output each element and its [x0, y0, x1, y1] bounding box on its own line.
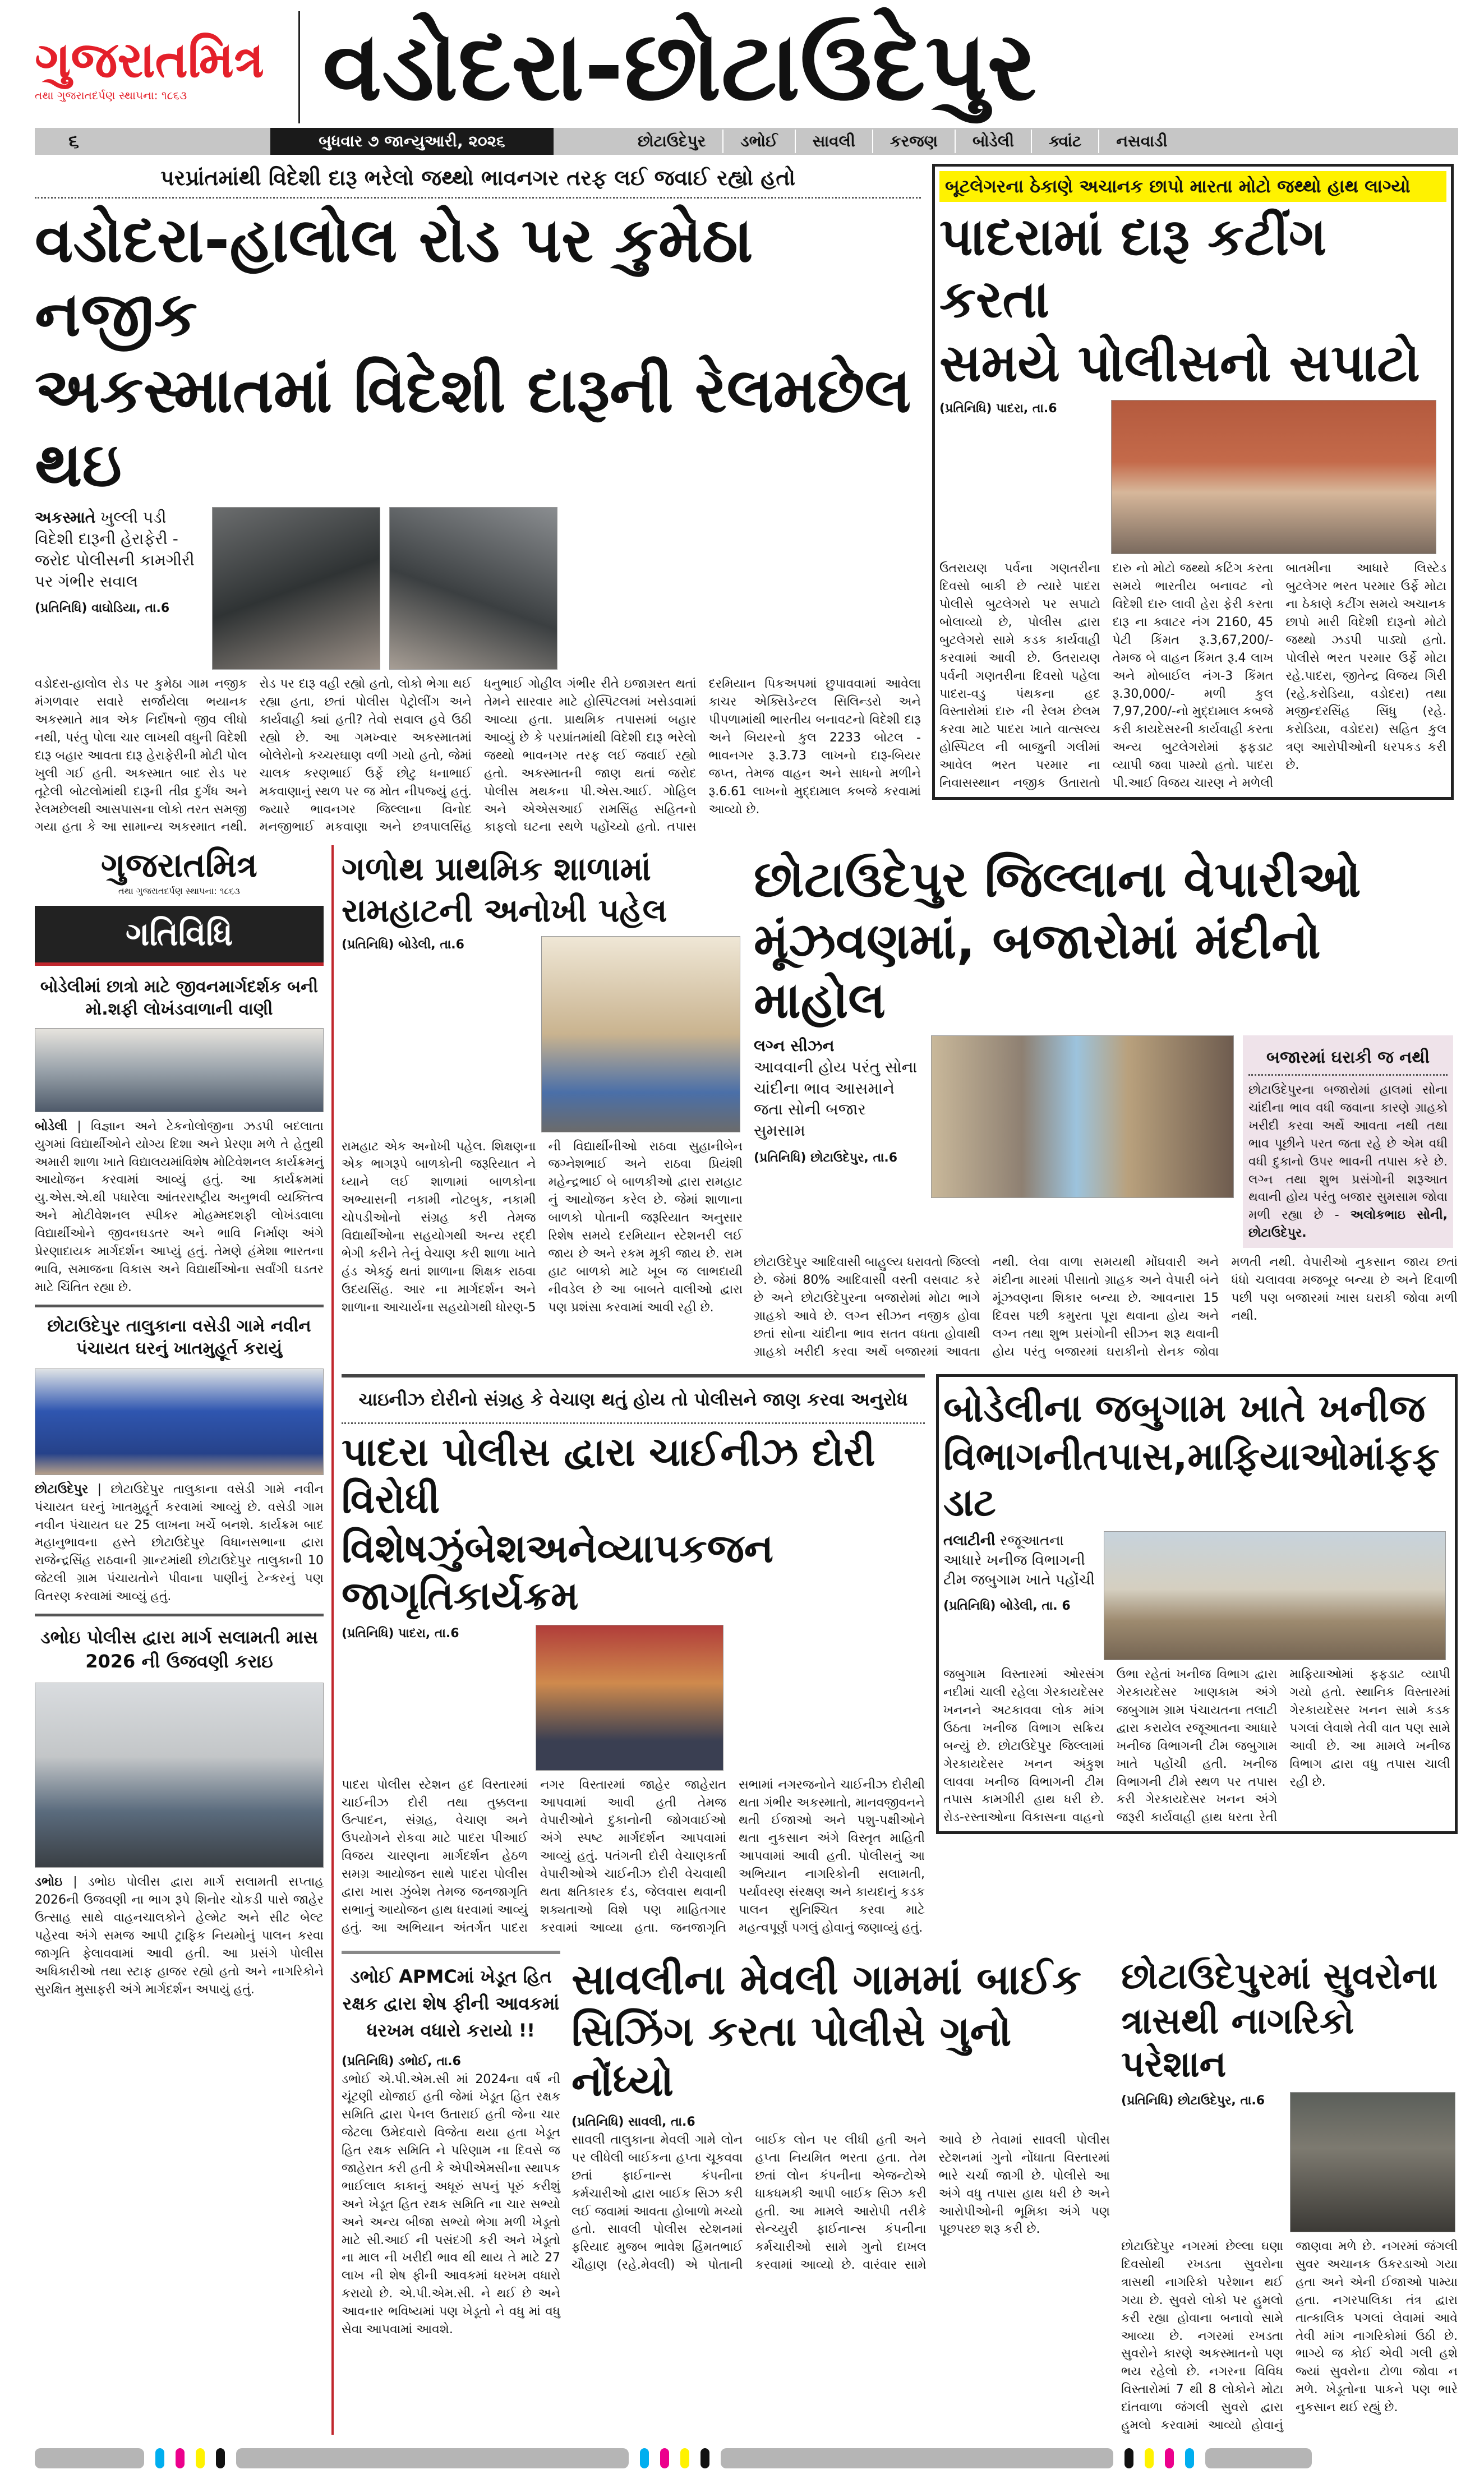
- article-body: પાદરા પોલીસ સ્ટેશન હદ વિસ્તારમાં ચાઈનીઝ દોરી તથા તુક્કલના ઉત્પાદન, સંગ્રહ, વેચાણ અને ઉપયોગને રોકવા માટે પાદરા પીઆઈ વિજય ચારણના માર્ગદર્શન હેઠળ સમગ્ર આયોજન સાથે પાદરા પોલીસ દ્વારા ખાસ ઝુંબેશ તેમજ જનજાગૃતિ સભાનું આયોજન હાથ ધરવામાં આવ્યું હતું. આ અભિયાન અંતર્ગત પાદરા નગર વિસ્તારમાં જાહેર જાહેરાત આપવામાં આવી હતી તેમજ વેપારીઓને દુકાનોની જોગવાઈઓ અંગે સ્પષ્ટ માર્ગદર્શન આપવામાં આવ્યું હતું. પતંગની દોરી વેચાણકર્તા વેપારીઓએ ચાઈનીઝ દોરી વેચવાથી થતા ક્ષતિકારક દંડ, જેલવાસ થવાની શક્યતાઓ વિશે પણ માહિતગાર કરવામાં આવ્યા હતા. જનજાગૃતિ સભામાં નગરજનોને ચાઈનીઝ દોરીથી થતા ગંભીર અકસ્માતો, માનવજીવનને થતી ઈજાઓ અને પશુ-પક્ષીઓને થતા નુકસાન અંગે વિસ્તૃત માહિતી આપવામાં આવી હતી. પોલીસનું આ અભિયાન નાગરિકોની સલામતી, પર્યાવરણ સંરક્ષણ અને કાયદાનું કડક પાલન સુનિશ્ચિત કરવા માટે મહત્વપૂર્ણ પગલું હોવાનું જણાવ્યું હતું.: [342, 1777, 925, 1935]
- article-dateline: (પ્રતિનિધિ) બોડેલી, તા.6: [342, 937, 464, 952]
- black-registration-mark: [700, 2448, 709, 2468]
- article-headline: વડોદરા-હાલોલ રોડ પર કુમેઠા નજીક અકસ્માતમાં વિદેશી દારૂની રેલમછેલ થઇ: [35, 204, 911, 501]
- article-headline: સાવલીના મેવલી ગામમાં બાઈક સિઝિંગ કરતા પોલીસે ગુનો નોંધ્યો: [572, 1955, 1081, 2106]
- article-subhead: તલાટીની રજૂઆતના આધારે ખનીજ વિભાગની ટીમ જબુગામ ખાતે પહોંચી: [943, 1532, 1095, 1589]
- article-subhead: અકસ્માતે ખુલ્લી પડી વિદેશી દારૂની હેરાફેરી - જરોદ પોલીસની કામગીરી પર ગંભીર સવાલ: [35, 508, 195, 591]
- article-body: સાવલી તાલુકાના મેવલી ગામે લોન પર લીધેલી બાઈકના હપ્તા ચૂકવવા છતાં ફાઈનાન્સ કંપનીના કર્મચારીઓ દ્વારા બાઈક સિઝ કરી લઈ જવામાં આવતા હોબાળો મચ્યો હતો. સાવલી પોલીસ સ્ટેશનમાં ફરિયાદ મુજબ ભાવેશ હિંમતભાઈ ચૌહાણ (રહે.મેવલી) એ પોતાની બાઈક લોન પર લીધી હતી અને હપ્તા નિયમિત ભરતા હતા. તેમ છતાં લોન કંપનીના એજન્ટોએ ધાકધમકી આપી બાઈક સિઝ કરી હતી. આ મામલે આરોપી તરીકે સેન્ચ્યુરી ફાઈનાન્સ કંપનીના કર્મચારીઓ સામે ગુનો દાખલ કરવામાં આવ્યો છે. વારંવાર સામે આવે છે તેવામાં સાવલી પોલીસ સ્ટેશનમાં ગુનો નોંધાતા વિસ્તારમાં ભારે ચર્ચા જાગી છે. પોલીસે આ અંગે વધુ તપાસ હાથ ધરી છે અને આરોપીઓની ભૂમિકા અંગે પણ પૂછપરછ શરૂ કરી છે.: [572, 2132, 1110, 2273]
- article-body: રામહાટ એક અનોખી પહેલ. શિક્ષણના એક ભાગરૂપે બાળકોની જરૂરિયાત ને ધ્યાને લઈ શાળામાં બાળકોના અભ્યાસની નકામી નોટબુક, નકામી ચોપડીઓનો સંગ્રહ કરી તેમજ વિદ્યાર્થીઓના સહયોગથી અન્ય રદ્દી ભેગી કરીને તેનું વેચાણ કરી શાળા ખાતે હંડ એકઠું થતાં શાળાના શિક્ષક રાઠવા ઉદયસિંહ. આર ના માર્ગદર્શન અને શાળાના આચાર્યના સહયોગથી ધોરણ-5 ની વિદ્યાર્થીનીઓ રાઠવા સુહાનીબેન જગ્નેશભાઈ અને રાઠવા પ્રિયંશી મહેન્દ્રભાઈ બે બાળકીઓ દ્વારા રામહાટ નું આયોજન કરેલ છે. જેમાં શાળાના બાળકો પોતાની જરૂરિયાત અનુસાર રિશેષ સમયે દરમિયાન સ્ટેશનરી લઈ જાય છે અને રકમ મૂકી જાય છે. રામ હાટ બાળકો માટે ખૂબ જ લાભદાયી નીવડેલ છે આ બાબતે વાલીઓ દ્વારા પણ પ્રશંસા કરવામાં આવી રહી છે.: [342, 1139, 743, 1315]
- yellow-registration-mark: [680, 2448, 689, 2468]
- mining-site-photo: [1104, 1531, 1446, 1660]
- article-headline: ગળોથ પ્રાથમિક શાળામાં રામહાટની અનોખી પહેલ: [342, 850, 667, 929]
- sidebar-photo-dabhoi: [35, 1683, 324, 1868]
- issue-date: બુધવાર ૭ જાન્યુઆરી, ૨૦૨૬: [270, 128, 554, 155]
- article-jabugam-mining: [936, 1374, 1458, 1834]
- sidebar-body: ડભોઇ | ડભોઇ પોલીસ દ્વારા માર્ગ સલામતી સપ્તાહ 2026ની ઉજવણી ના ભાગ રૂપે શિનોર ચોકડી પાસે જાહેર ઉત્સાહ સાથે વાહનચાલકોને હેલ્મેટ અને સીટ બેલ્ટ પહેરવા અંગે સમજ આપી ટ્રાફિક નિયમોનું પાલન કરવા જાગૃતિ ફેલાવવામાં આવી હતી. આ પ્રસંગે પોલીસ અધિકારીઓ તથા સ્ટાફ હાજર રહ્યો હતો અને નાગરિકોને સુરક્ષિત મુસાફરી અંગે માર્ગદર્શન અપાયું હતું.: [35, 1875, 324, 1997]
- section-nasvadi[interactable]: નસવાડી: [1116, 132, 1168, 150]
- article-body: ડભોઈ એ.પી.એમ.સી માં 2024ના વર્ષ ની ચૂંટણી યોજાઈ હતી જેમાં ખેડૂત હિત રક્ષક સમિતિ દ્વારા પેનલ ઉતારાઈ હતી જેના ચાર જેટલા ઉમેદવારો વિજેતા થયા હતા ખેડૂત હિત રક્ષક સમિતિ ને પરિણામ ના દિવસે જ જાહેરાત કરી હતી કે એપીએમસીના સ્થાપક ભાઈલાલ કાકાનું અધૂરું સપનું પૂરું કરીશું અને ખેડૂત હિત રક્ષક સમિતિ ના ચાર સભ્યો અને અન્ય બીજા સભ્યો ભેગા મળી ખેડૂતો માટે સી.આઈ ની પસંદગી કરી અને ખેડૂતો ના માલ ની ખરીદી ભાવ થી થાય તે માટે 27 લાખ ની શેષ ફીની આવકમાં ધરખમ વધારો કરાયો છે. એ.પી.એમ.સી. ને થઈ છે અને આવનાર ભવિષ્યમાં પણ ખેડૂતો ને વધુ માં વધુ સેવા આપવામાં આવશે.: [342, 2072, 560, 2337]
- yellow-registration-mark: [196, 2448, 205, 2468]
- article-kicker: પરપ્રાંતમાંથી વિદેશી દારૂ ભરેલો જથ્થો ભાવનગર તરફ લઈ જવાઈ રહ્યો હતો: [35, 164, 921, 199]
- print-footer: [35, 2448, 1458, 2468]
- market-sidebar-box: બજારમાં ઘરાકી જ નથી છોટાઉદેપુરના બજારોમાં હાલમાં સોના ચાંદીના ભાવ વધી જવાના કારણે ગ્રાહકો ખરીદી કરવા અર્થે આવતા નથી તથા ભાવ પૂછીને પરત જતા રહે છે એમ વધી વધી દુકાનો ઉપર ભાવની તપાસ કરે છે. લગ્ન તથા શુભ પ્રસંગોની શરૂઆત થવાની હોય પરંતુ બજાર સુમસામ જોવા મળી રહ્યા છે - અલોકભાઇ સોની, છોટાઉદેપુર.: [1243, 1035, 1453, 1248]
- sidebar-headline: બોડેલીમાં છાત્રો માટે જીવનમાર્ગદર્શક બની મો.શફી લોખંડવાળાની વાણી: [40, 976, 319, 1020]
- market-street-photo: [931, 1035, 1234, 1198]
- article-chinese-string: [342, 1374, 925, 1937]
- article-body: જબુગામ વિસ્તારમાં ઓરસંગ નદીમાં ચાલી રહેલા ગેરકાયદેસર ખનનને અટકાવવા લોક માંગ ઉઠતા ખનીજ વિભાગ સક્રિય બન્યું છે. છોટાઉદેપુર જિલ્લામાં ગેરકાયદેસર ખનન અંકુશ લાવવા ખનીજ વિભાગની ટીમ તપાસ કામગીરી હાથ ધરી છે. રોડ-રસ્તાઓના વિકાસના વાહનો ઉભા રહેતાં ખનીજ વિભાગ દ્વારા ગેરકાયદેસર ખાણકામ અંગે જબુગામ ગ્રામ પંચાયતના તલાટી દ્વારા કરાયેલ રજૂઆતના આધારે ખનીજ વિભાગની ટીમ જબુગામ ખાતે પહોંચી હતી. ખનીજ વિભાગની ટીમે સ્થળ પર તપાસ કરી ગેરકાયદેસર ખનન અંગે જરૂરી કાર્યવાહી હાથ ધરતા રેતી માફિયાઓમાં ફફડાટ વ્યાપી ગયો હતો. સ્થાનિક વિસ્તારમાં ગેરકાયદેસર ખનન સામે કડક પગલાં લેવાશે તેવી વાત પણ સામે આવી છે. આ મામલે ખનીજ વિભાગ દ્વારા વધુ તપાસ ચાલી રહી છે.: [943, 1667, 1450, 1825]
- section-bodeli[interactable]: બોડેલી: [956, 130, 1032, 153]
- article-body: છોટાઉદેપુર નગરમાં છેલ્લા ઘણા દિવસોથી રખડતા સુવરોના ત્રાસથી નાગરિકો પરેશાન થઈ ગયા છે. સુવરો લોકો પર હુમલો કરી રહ્યા હોવાના બનાવો સામે આવ્યા છે. નગરમાં રખડતા સુવરોને કારણે અકસ્માતનો પણ ભય રહેલો છે. નગરના વિવિધ વિસ્તારોમાં 7 થી 8 લોકોને મોટા દાંતવાળા જંગલી સુવરો દ્વારા હુમલો કરવામાં આવ્યો હોવાનું જાણવા મળે છે. નગરમાં જંગલી સુવર અચાનક ઉકરડાઓ ગયા હતા અને એની ઈજાઓ પામ્યા હતા. નગરપાલિકા તંત્ર દ્વારા તાત્કાલિક પગલાં લેવામાં આવે તેવી માંગ નાગરિકોમાં ઉઠી છે. ભાગ્યે જ કોઈ એવી ગલી હશે જ્યાં સુવરોના ટોળા જોવા ન મળે. ખેડૂતોના પાકને પણ ભારે નુકસાન થઈ રહ્યું છે.: [1121, 2240, 1458, 2432]
- article-body: ઉતરાયણ પર્વના ગણતરીના દિવસો બાકી છે ત્યારે પાદરા પોલીસે બુટલેગરો પર સપાટો બોલાવ્યો છે, પોલીસ દ્વારા બુટલેગરો સામે કડક કાર્યવાહી કરવામાં આવી છે. ઉતરાયણ પર્વની ગણતરીના દિવસો પહેલા પાદરા-વડુ પંથકના હદ વિસ્તારોમાં દારુ ની રેલમ છેલમ કરવા માટે પાદરા ખાતે વાત્સલ્ય હોસ્પિટલ ની બાજુની ગલીમાં આવેલ ભરત પરમાર ના નિવાસસ્થાન નજીક ઉતારાતો દારુ નો મોટો જથ્થો કટિંગ કરતા સમયે ભારતીય બનાવટ નો વિદેશી દારુ લાવી હેરા ફેરી કરતા દારૂ ના ક્વાટર નંગ 2160, 45 પેટી કિંમત રૂ.3,67,200/- તેમજ બે વાહન કિંમત રૂ.4 લાખ અને મોબાઈલ નંગ-3 કિંમત રૂ.30,000/- મળી કુલ 7,97,200/-નો મુદ્દામાલ કબજે કરી કાયદેસરની કાર્યવાહી કરતા અન્ય બુટલેગરોમાં ફફડાટ વ્યાપી જવા પામ્યો હતો. પાદરા પી.આઈ વિજય ચારણ ને મળેલી બાતમીના આધારે લિસ્ટેડ બુટલેગર ભરત પરમાર ઉર્ફે મોટા ના ઠેકાણે કટીંગ સમયે અચાનક છાપો મારી વિદેશી દારૂનો મોટો જથ્થો ઝડપી પાડ્યો હતો. પોલીસે ભરત પરમાર ઉર્ફે મોટા રહે.પાદરા, જીતેન્દ્ર વિજય ગિરી (રહે.કરોડિયા, વડોદરા) તથા મજીન્દરસિંહ સિંધુ (રહે. કરોડિયા, વડોદરા) સહિત કુલ ત્રણ આરોપીઓની ધરપકડ કરી છે.: [939, 561, 1446, 791]
- section-chhotaudepur[interactable]: છોટાઉદેપુર: [621, 130, 723, 153]
- lower-area: [35, 845, 1458, 2435]
- section-dabhoi[interactable]: ડભોઈ: [723, 130, 795, 153]
- article-dateline: (પ્રતિનિધિ) વાઘોડિયા, તા.6: [35, 601, 170, 616]
- sidebar-logo: ગુજરાતમિત્ર તથા ગુજરાતદર્પણ સ્થાપના: ૧૮૬૩: [101, 846, 257, 897]
- article-chhotaudepur-pigs: [1121, 1951, 1458, 2435]
- article-subhead: લગ્ન સીઝન આવવાની હોય પરંતુ સોના ચાંદીના ભાવ આસમાને જતા સોની બજાર સુમસામ: [754, 1036, 918, 1140]
- article-headline: પાદરામાં દારૂ કટીંગ કરતા સમયે પોલીસનો સપાટો: [939, 207, 1420, 393]
- magenta-registration-mark: [1165, 2448, 1174, 2468]
- black-registration-mark: [216, 2448, 225, 2468]
- article-padra-liquor: [932, 164, 1454, 800]
- article-dateline: (પ્રતિનિધિ) બોડેલી, તા. 6: [943, 1598, 1071, 1613]
- section-karjan[interactable]: કરજણ: [873, 130, 956, 153]
- article-dateline: (પ્રતિનિધિ) ડભોઈ, તા.6: [342, 2054, 461, 2068]
- section-nav-bar: [35, 128, 1458, 155]
- article-dateline: (પ્રતિનિધિ) પાદરા, તા.6: [342, 1626, 459, 1641]
- cyan-registration-mark: [155, 2448, 164, 2468]
- article-dateline: (પ્રતિનિધિ) પાદરા, તા.6: [939, 402, 1057, 416]
- black-registration-mark: [1124, 2448, 1133, 2468]
- article-halol-accident: [35, 164, 921, 836]
- magenta-registration-mark: [176, 2448, 185, 2468]
- section-list: [621, 130, 1185, 153]
- sidebar-title: ગતિવિધિ: [35, 906, 324, 966]
- article-savli-bike: [572, 1951, 1110, 2274]
- newspaper-logo: ગુજરાતમિત્ર તથા ગુજરાતદર્પણ સ્થાપના: ૧૮૬૩: [35, 30, 265, 103]
- section-savli[interactable]: સાવલી: [796, 130, 873, 153]
- article-body: છોટાઉદેપુર આદિવાસી બાહુલ્ય ધરાવતો જિલ્લો છે. જેમાં 80% આદિવાસી વસ્તી વસવાટ કરે છે અને છોટાઉદેપુરના બજારોમાં મોટા ભાગે ગ્રાહકો આવે છે. લગ્ન સીઝન નજીક હોવા છતાં સોના ચાંદીના ભાવ સતત વધતા હોવાથી ગ્રાહકો ખરીદી કરવા અર્થે બજારમાં આવતા નથી. લેવા વાળા સમયથી મોંઘવારી અને મંદીના મારમાં પીસાતો ગ્રાહક અને વેપારી બંને મૂંઝવણના શિકાર બન્યા છે. આવનારા 15 દિવસ પછી કમુરતા પૂરા થવાના હોય અને લગ્ન તથા શુભ પ્રસંગોની સીઝન શરૂ થવાની હોય પરંતુ બજારમાં ઘરાકીનો રોનક જોવા મળતી નથી. વેપારીઓ નુકસાન જાય છતાં ધંધો ચલાવવા મજબૂર બન્યા છે અને દિવાળી પછી પણ બજારમાં ખાસ ઘરાકી જોવા મળી નથી.: [754, 1255, 1458, 1359]
- article-body: વડોદરા-હાલોલ રોડ પર કુમેઠા ગામ નજીક મંગળવાર સવારે સર્જાયેલા ભયાનક અકસ્માતે માત્ર એક નિર્દોષનો જીવ લીધો નથી, પરંતુ પોલા ચાર લાખથી વધુની વિદેશી દારૂ બહાર આવતા દારૂ હેરાફેરીની મોટી પોલ ખુલી ગઈ હતી. અકસ્માત બાદ રોડ પર તૂટેલી બોટલોમાંથી દારૂની તીવ્ર દુર્ગંધ અને રેલમછેલથી આસપાસના લોકો તરત સમજી ગયા હતા કે આ સામાન્ય અકસ્માત નથી. રોડ પર દારૂ વહી રહ્યો હતો, લોકો ભેગા થઈ રહ્યા હતા, છતાં પોલીસ પેટ્રોલીંગ અને કાર્યવાહી ક્યાં હતી? તેવો સવાલ હવે ઉઠી રહ્યો છે. આ ગમખ્વાર અકસ્માતમાં બોલેરોનો કચ્ચરઘાણ વળી ગયો હતો, જેમાં ચાલક કરણભાઈ ઉર્ફે છોટુ ધનાભાઈ મકવાણાનું સ્થળ પર જ મોત નીપજ્યું હતું. જ્યારે ભાવનગર જિલ્લાના વિનોદ મનજીભાઈ મકવાણા અને છત્રપાલસિંહ ધનુભાઈ ગોહીલ ગંભીર રીતે ઇજાગ્રસ્ત થતાં તેમને સારવાર માટે હોસ્પિટલમાં ખસેડવામાં આવ્યા હતા. પ્રાથમિક તપાસમાં બહાર આવ્યું છે કે પરપ્રાંતમાંથી વિદેશી દારૂ ભરેલો જથ્થો ભાવનગર તરફ લઈ જવાઈ રહ્યો હતો. અકસ્માતની જાણ થતાં જરોદ પોલીસ મથકના પી.એસ.આઈ. ગોહિલ અને એએસઆઈ રામસિંહ સહિતનો કાફલો ઘટના સ્થળે પહોંચ્યો હતો. તપાસ દરમિયાન પિકઅપમાં છુપાવવામાં આવેલા કાચર એક્સિડેન્ટલ સિલિન્ડરો અને પીપળામાંથી ભારતીય બનાવટનો વિદેશી દારૂ અને બિયરનો કુલ 2233 બોટલ - ભાવનગર રૂ.3.73 લાખનો દારૂ-બિયર જપ્ત, તેમજ વાહન અને સાધનો મળીને રૂ.6.61 લાખનો મુદ્દામાલ કબજે કરવામાં આવ્યો છે.: [35, 677, 921, 835]
- article-headline: છોટાઉદેપુર જિલ્લાના વેપારીઓ મૂંઝવણમાં, બજારોમાં મંદીનો માહોલ: [754, 850, 1361, 1029]
- article-dateline: (પ્રતિનિધિ) સાવલી, તા.6: [572, 2115, 695, 2130]
- article-dabhoi-apmc: [342, 1951, 560, 2339]
- article-dateline: (પ્રતિનિધિ) છોટાઉદેપુર, તા.6: [754, 1151, 898, 1165]
- print-bar: [35, 2448, 144, 2468]
- sidebar-headline: ડભોઇ પોલીસ દ્વારા માર્ગ સલામતી માસ 2026 ની ઉજવણી કરાઇ: [40, 1626, 318, 1673]
- pigs-photo: [1290, 2092, 1455, 2232]
- article-kicker: બૂટલેગરના ઠેકાણે અચાનક છાપો મારતા મોટો જથ્થો હાથ લાગ્યો: [939, 171, 1446, 202]
- school-ramhat-photo: [541, 936, 740, 1132]
- sidebar-body: બોડેલી | વિજ્ઞાન અને ટેકનોલોજીના ઝડપી બદલાતા યુગમાં વિદ્યાર્થીઓને યોગ્ય દિશા અને પ્રેરણા મળે તે હેતુથી અમારી શાળા ખાતે વિદ્યાલયમાંવિશેષ મોટિવેશનલ કાર્યક્રમનું આયોજન કરવામાં આવ્યું હતું. આ કાર્યક્રમમાં યુ.એસ.એ.થી પધારેલા આંતરરાષ્ટ્રીય અનુભવી વ્યક્તિત્વ અને મોટીવેશનલ સ્પીકર મોહમ્મદશફી લોખંડવાલા વિદ્યાર્થીઓને જીવનઘડતર અને ભાવિ નિર્માણ અંગે પ્રેરણાદાયક માર્ગદર્શન આપ્યું હતું. તેમણે હંમેશા ભારતના ભાવિ, સમાજના વિકાસ અને વિદ્યાર્થીઓના સર્વાંગી ઘડતર માટે ચિંતિત રહ્યા છે.: [35, 1119, 324, 1294]
- article-headline: ડભોઈ APMCમાં ખેડૂત હિત રક્ષક દ્વારા શેષ ફીની આવકમાં ધરખમ વધારો કરાયો !!: [342, 1965, 560, 2041]
- article-headline: પાદરા પોલીસ દ્વારા ચાઈનીઝ દોરી વિરોધી વિશેષઝુંબેશઅનેવ્યાપકજનજાગૃતિકાર્યક્રમ: [342, 1429, 875, 1619]
- accident-photo-1: [212, 507, 380, 670]
- print-bar: [721, 2448, 1113, 2468]
- article-traders-slump: [754, 845, 1458, 1361]
- yellow-registration-mark: [1145, 2448, 1154, 2468]
- main-columns: [342, 845, 1458, 2435]
- article-headline: છોટાઉદેપુરમાં સુવરોના ત્રાસથી નાગરિકો પરેશાન: [1121, 1955, 1438, 2086]
- cyan-registration-mark: [640, 2448, 649, 2468]
- page-number: ૬: [68, 130, 80, 153]
- section-kwant[interactable]: ક્વાંટ: [1032, 130, 1099, 153]
- masthead-divider: [298, 11, 300, 123]
- article-kicker: ચાઇનીઝ દોરીનો સંગ્રહ કે વેચાણ થતું હોય તો પોલીસને જાણ કરવા અનુરોધ: [342, 1377, 925, 1423]
- masthead: [35, 11, 1458, 123]
- sidebar-rule: [331, 845, 334, 2435]
- magenta-registration-mark: [660, 2448, 669, 2468]
- top-row: [35, 164, 1458, 836]
- sidebar-gatividhi: [35, 845, 324, 1998]
- article-galoth-school: [342, 845, 743, 1316]
- sidebar-photo-vasedi: [35, 1369, 324, 1475]
- print-bar: [236, 2448, 629, 2468]
- print-bar: [1205, 2448, 1312, 2468]
- seized-liquor-photo: [1111, 400, 1436, 554]
- police-awareness-photo: [536, 1625, 723, 1771]
- cyan-registration-mark: [1185, 2448, 1194, 2468]
- article-headline: બોડેલીના જબુગામ ખાતે ખનીજ વિભાગનીતપાસ,માફિયાઓમાંફફડાટ: [943, 1386, 1440, 1525]
- sidebar-headline: છોટાઉદેપુર તાલુકાના વસેડી ગામે નવીન પંચાયત ઘરનું ખાતમુહૂર્ત કરાયું: [47, 1316, 311, 1359]
- article-dateline: (પ્રતિનિધિ) છોટાઉદેપુર, તા.6: [1121, 2094, 1265, 2108]
- sidebar-body: છોટાઉદેપુર | છોટાઉદેપુર તાલુકાના વસેડી ગામે નવીન પંચાયત ઘરનું ખાતમુહૂર્ત કરવામાં આવ્યું છે. વસેડી ગામ નવીન પંચાયત ઘર 25 લાખના ખર્ચે બનશે. કાર્યક્રમ બાદ મહાનુભાવના હસ્તે છોટાઉદેપુર વિધાનસભાના દ્વારા રાજેન્દ્રસિંહ રાઠવાની ગ્રાન્ટમાંથી છોટાઉદેપુર તાલુકાની 10 જેટલી ગ્રામ પંચાયતોને પીવાના પાણીનું ટેન્કરનું પણ વિતરણ કરવામાં આવ્યું હતું.: [35, 1482, 324, 1604]
- accident-photo-2: [389, 507, 557, 670]
- sidebar-photo-bodeli: [35, 1028, 324, 1112]
- edition-title: વડોદરા-છોટાઉદેપુર: [322, 11, 1037, 123]
